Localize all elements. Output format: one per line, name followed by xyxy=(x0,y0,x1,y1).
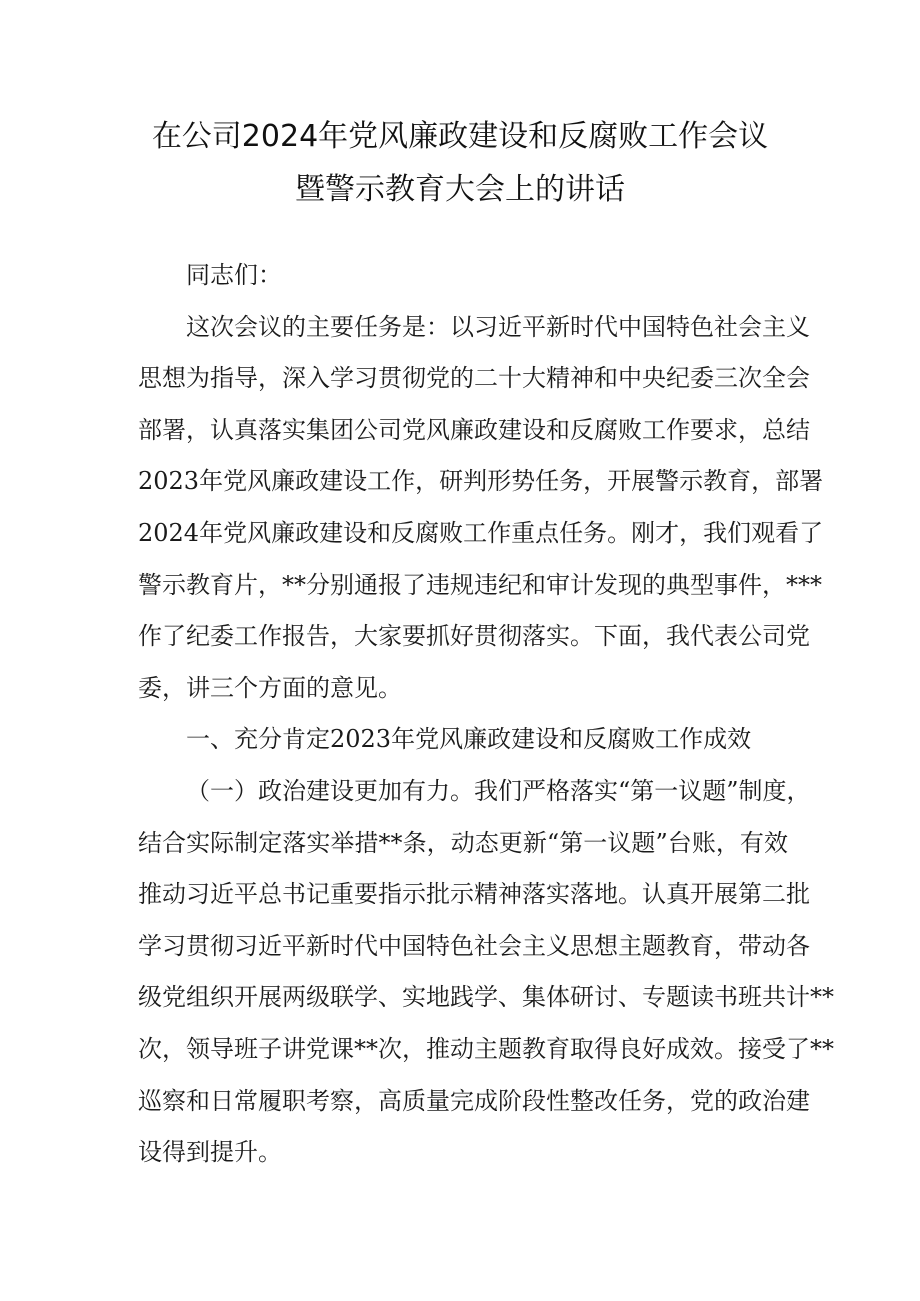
paragraph-line: 级党组织开展两级联学、实地践学、集体研讨、专题读书班共计** xyxy=(138,983,834,1012)
paragraph-line: 巡察和日常履职考察，高质量完成阶段性整改任务，党的政治建 xyxy=(138,1086,810,1115)
paragraph-line: 委，讲三个方面的意见。 xyxy=(138,673,402,702)
paragraph-line: （一）政治建设更加有力。我们严格落实“第一议题”制度， xyxy=(186,776,811,805)
paragraph-line: 2023年党风廉政建设工作，研判形势任务，开展警示教育，部署 xyxy=(138,467,824,496)
paragraph-line: 这次会议的主要任务是：以习近平新时代中国特色社会主义 xyxy=(186,312,810,341)
paragraph-line: 警示教育片，**分别通报了违规违纪和审计发现的典型事件，*** xyxy=(138,570,822,599)
section-heading: 一、充分肯定2023年党风廉政建设和反腐败工作成效 xyxy=(186,725,752,754)
document-title-line-2: 暨警示教育大会上的讲话 xyxy=(295,172,625,207)
intro-paragraph xyxy=(138,307,824,720)
paragraph-line: 设得到提升。 xyxy=(138,1138,282,1167)
paragraph-line: 结合实际制定落实举措**条，动态更新“第一议题”台账，有效 xyxy=(138,828,788,857)
paragraph-line: 2024年党风廉政建设和反腐败工作重点任务。刚才，我们观看了 xyxy=(138,518,824,547)
paragraph-line: 推动习近平总书记重要指示批示精神落实落地。认真开展第二批 xyxy=(138,880,810,909)
paragraph-line: 次，领导班子讲党课**次，推动主题教育取得良好成效。接受了** xyxy=(138,1034,834,1063)
subsection-paragraph xyxy=(138,771,834,1184)
document-body xyxy=(138,255,834,1184)
paragraph-line: 思想为指导，深入学习贯彻党的二十大精神和中央纪委三次全会 xyxy=(138,364,810,393)
paragraph-line: 作了纪委工作报告，大家要抓好贯彻落实。下面，我代表公司党 xyxy=(138,622,810,651)
document-title-line-1: 在公司2024年党风廉政建设和反腐败工作会议 xyxy=(151,119,769,154)
paragraph-line: 学习贯彻习近平新时代中国特色社会主义思想主题教育，带动各 xyxy=(138,931,810,960)
salutation: 同志们： xyxy=(186,261,282,289)
paragraph-line: 部署，认真落实集团公司党风廉政建设和反腐败工作要求，总结 xyxy=(138,415,810,444)
